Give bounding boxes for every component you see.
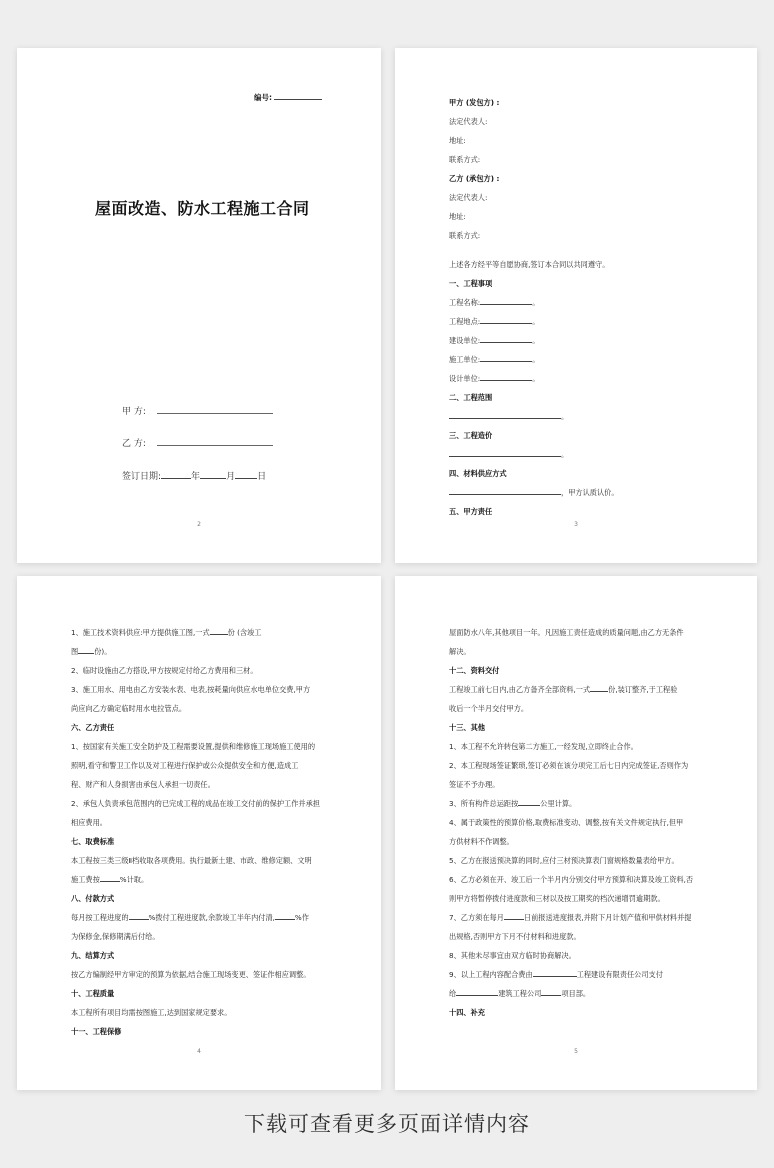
page-3	[395, 48, 757, 563]
field-label: 工程名称:	[449, 298, 481, 307]
text-line: 1、本工程不允许转包第二方施工,一经发现,立即终止合作。	[449, 742, 638, 751]
section-heading: 十一、工程保修	[71, 1027, 122, 1036]
text: 份,装订整齐,于工程验	[608, 685, 678, 694]
section-heading: 十、工程质量	[71, 989, 115, 998]
text-line	[449, 989, 590, 998]
text-line: 8、其他未尽事宜由双方临时协商解决。	[449, 951, 576, 960]
text-line: 3、施工用水、用电由乙方安装水表、电表,按耗量向供应水电单位交费,甲方	[71, 685, 311, 694]
text-line	[449, 799, 576, 808]
party-a-blank	[157, 413, 273, 414]
text-line: 4、属于政策性的预算价格,取费标准变动、调整,按有关文件规定执行,但甲	[449, 818, 684, 827]
text-line: 解决。	[449, 647, 471, 656]
day-blank	[235, 472, 257, 479]
text-line: 按乙方编制经甲方审定的预算为依据,结合施工现场变更、签证作相应调整。	[71, 970, 311, 979]
text-line: 屋面防水八年,其他项目一年。凡因施工责任造成的质量问题,由乙方无条件	[449, 628, 684, 637]
page-2	[17, 48, 381, 563]
text-line: 上述各方经平等自愿协商,签订本合同以共同遵守。	[449, 260, 610, 269]
text: %拨付工程进度款,余款竣工半年内付清,	[148, 913, 275, 922]
designer-row	[449, 374, 539, 383]
text-line: 2、承包人负责承包范围内的已完成工程的成品在竣工交付前的保护工作并承担	[71, 799, 320, 808]
period: 。	[532, 336, 540, 345]
text-line: 联系方式:	[449, 231, 481, 240]
text-line: 为保修金,保修期满后付给。	[71, 932, 160, 941]
developer-row	[449, 336, 539, 345]
text-line: 方供材料不作调整。	[449, 837, 514, 846]
period: 。	[561, 412, 569, 421]
page-4	[17, 576, 381, 1090]
text: 项目部。	[561, 989, 591, 998]
number-blank	[274, 93, 322, 100]
period: 。	[532, 298, 540, 307]
party-b-label: 乙 方:	[122, 439, 146, 449]
text-line	[71, 875, 148, 884]
section-heading: 七、取费标准	[71, 837, 115, 846]
document-title: 屋面改造、防水工程施工合同	[95, 199, 310, 218]
text-line	[449, 913, 692, 922]
text: %作	[294, 913, 309, 922]
text: %计取。	[119, 875, 149, 884]
download-more-caption: 下载可查看更多页面详情内容	[244, 1112, 530, 1136]
page-number: 3	[574, 521, 578, 528]
section-heading: 一、工程事项	[449, 279, 493, 288]
month-label: 月	[226, 472, 236, 482]
project-name-row	[449, 298, 539, 307]
text-line: 尚应向乙方确定临时用水电拉管点。	[71, 704, 187, 713]
section-heading: 二、工程范围	[449, 393, 493, 402]
party-a-label: 甲 方:	[122, 407, 146, 417]
page-5	[395, 576, 757, 1090]
section-heading: 三、工程造价	[449, 431, 493, 440]
text-line: 程、财产和人身损害由承包人承担一切责任。	[71, 780, 215, 789]
text: 建筑工程公司	[498, 989, 542, 998]
blank-line	[480, 298, 532, 305]
text-line	[71, 647, 111, 656]
blank-line	[456, 989, 498, 996]
field-label: 工程地点:	[449, 317, 481, 326]
price-row	[449, 450, 568, 459]
blank-line	[480, 355, 532, 362]
text-line: 6、乙方必须在开、竣工后一个半月内分别交付甲方预算和决算及竣工资料,否	[449, 875, 694, 884]
text: 份)。	[94, 647, 112, 656]
text-line: 5、乙方在报送预决算的同时,应付三材预决算表门窗规格数量表给甲方。	[449, 856, 679, 865]
text-line	[71, 913, 309, 922]
text: ，甲方认质认价。	[561, 488, 619, 497]
blank-line	[541, 989, 561, 996]
blank-line	[480, 336, 532, 343]
text: 公里计算。	[540, 799, 577, 808]
section-heading: 八、付款方式	[71, 894, 115, 903]
text: 7、乙方须在每月	[449, 913, 504, 922]
text-line: 本工程按三类三级Ⅱ档收取各项费用。执行最新土建、市政、维修定额、文明	[71, 856, 312, 865]
text-line: 2、本工程现场签证繁琐,签订必须在该分项完工后七日内完成签证,否则作为	[449, 761, 689, 770]
section-heading: 九、结算方式	[71, 951, 115, 960]
text: 工程竣工前七日内,由乙方备齐全部资料,一式	[449, 685, 591, 694]
section-heading: 四、材料供应方式	[449, 469, 507, 478]
text: 3、所有构件总运距按	[449, 799, 519, 808]
text-line: 出规格,否则甲方下月不付材料和进度款。	[449, 932, 581, 941]
period: 。	[532, 355, 540, 364]
section-heading: 十三、其他	[449, 723, 485, 732]
text: 日前报送进度报表,并附下月计划产值和甲供材料并提	[523, 913, 692, 922]
blank-line	[590, 685, 608, 692]
number-label-text: 编号:	[254, 93, 272, 102]
blank-line	[449, 412, 561, 419]
signing-date	[122, 469, 266, 482]
section-heading: 六、乙方责任	[71, 723, 115, 732]
blank-line	[129, 913, 149, 920]
blank-line	[275, 913, 295, 920]
text-line: 地址:	[449, 136, 466, 145]
section-heading: 十四、补充	[449, 1008, 485, 1017]
section-heading: 五、甲方责任	[449, 507, 493, 516]
text: 工程建设有限责任公司支付	[576, 970, 663, 979]
text: 份 (含竣工	[227, 628, 262, 637]
blank-line	[78, 647, 94, 654]
year-blank	[161, 472, 191, 479]
text-line	[449, 970, 663, 979]
field-label: 设计单位:	[449, 374, 481, 383]
blank-line	[480, 317, 532, 324]
page-number: 4	[197, 1048, 201, 1055]
text-line: 联系方式:	[449, 155, 481, 164]
project-location-row	[449, 317, 539, 326]
text-line: 本工程所有项目均需按图施工,达到国家规定要求。	[71, 1008, 232, 1017]
material-row	[449, 488, 619, 497]
party-b-blank	[157, 445, 273, 446]
text: 给	[449, 989, 457, 998]
blank-line	[504, 913, 524, 920]
text: 图	[71, 647, 79, 656]
period: 。	[532, 374, 540, 383]
blank-line	[449, 488, 561, 495]
text: 9、以上工程内容配合费由	[449, 970, 533, 979]
text-line: 相应费用。	[71, 818, 107, 827]
text-line: 1、按国家有关施工安全防护及工程需要设置,提供和维修施工现场施工使用的	[71, 742, 316, 751]
year-label: 年	[191, 472, 201, 482]
text-line: 签证不予办理。	[449, 780, 500, 789]
text-line	[449, 685, 677, 694]
field-label: 建设单位:	[449, 336, 481, 345]
blank-line	[518, 799, 540, 806]
text-line: 则甲方将暂停拨付进度款和三材以及按工期奖的档次递增罚逾期款。	[449, 894, 665, 903]
page-number: 2	[197, 521, 201, 528]
party-a-heading: 甲方 (发包方) :	[449, 98, 500, 107]
blank-line	[210, 628, 228, 635]
section-heading: 十二、资料交付	[449, 666, 500, 675]
date-label: 签订日期:	[122, 472, 162, 482]
period: 。	[532, 317, 540, 326]
blank-line	[449, 450, 561, 457]
text-line: 法定代表人:	[449, 117, 488, 126]
party-b-heading: 乙方 (承包方) :	[449, 174, 500, 183]
contract-number-label	[254, 92, 322, 103]
text: 每月按工程进度的	[71, 913, 129, 922]
blank-line	[100, 875, 120, 882]
text-line: 法定代表人:	[449, 193, 488, 202]
contractor-row	[449, 355, 539, 364]
blank-line	[480, 374, 532, 381]
text-line	[71, 628, 262, 637]
text-line: 收后一个半月交付甲方。	[449, 704, 529, 713]
month-blank	[200, 472, 226, 479]
period: 。	[561, 450, 569, 459]
page-number: 5	[574, 1048, 578, 1055]
field-label: 施工单位:	[449, 355, 481, 364]
scope-row	[449, 412, 568, 421]
blank-line	[533, 970, 577, 977]
text: 1、施工技术资料供应:甲方提供施工图,一式	[71, 628, 210, 637]
text-line: 2、临时设施由乙方搭设,甲方按规定付给乙方费用和三材。	[71, 666, 258, 675]
text: 施工费按	[71, 875, 100, 884]
text-line: 地址:	[449, 212, 466, 221]
day-label: 日	[257, 472, 267, 482]
text-line: 照明,看守和警卫工作以及对工程进行保护或公众提供安全和方便,造成工	[71, 761, 299, 770]
